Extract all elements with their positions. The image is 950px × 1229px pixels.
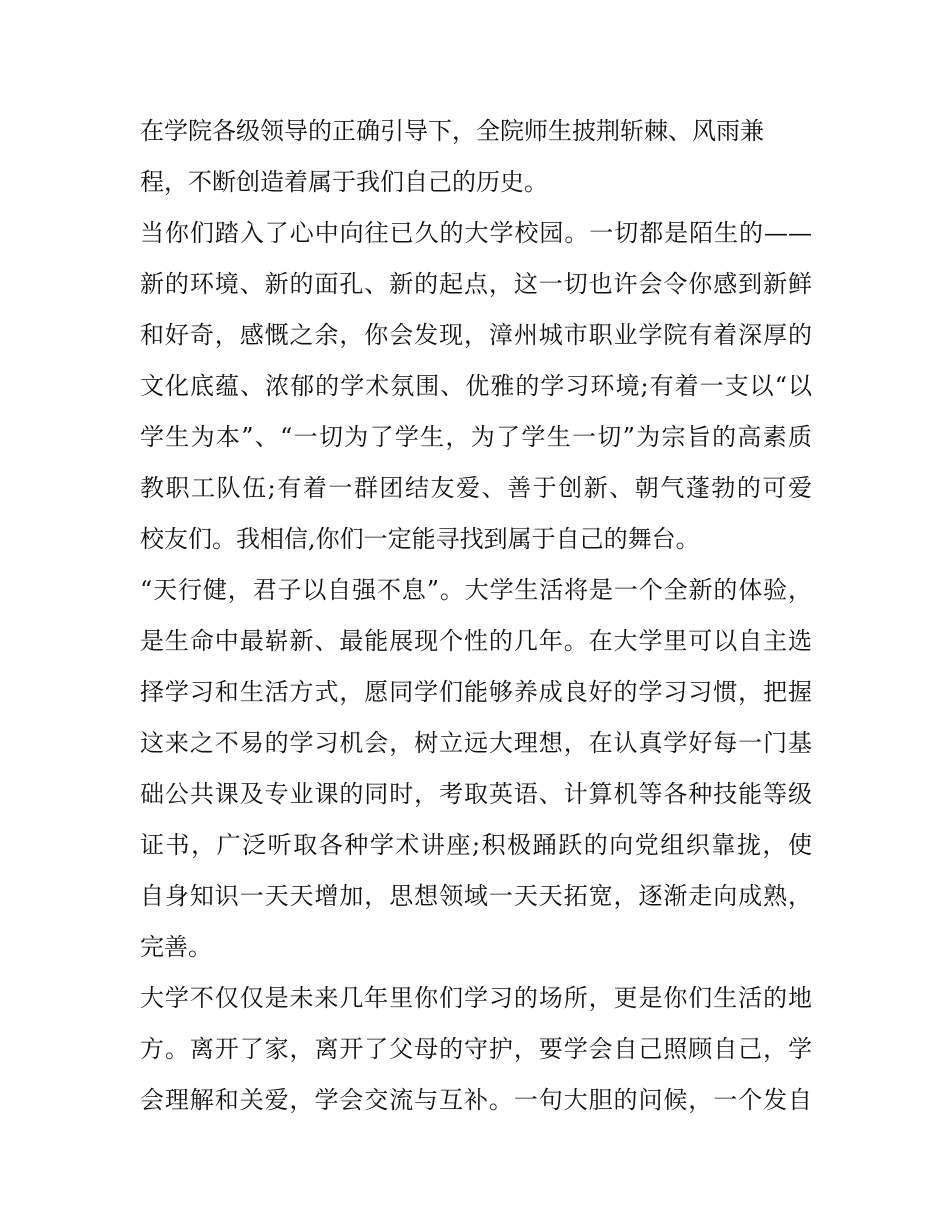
text-line: 证书，广泛听取各种学术讲座;积极踊跃的向党组织靠拢，使 — [140, 831, 812, 859]
text-line: 学生为本”、“一切为了学生，为了学生一切”为宗旨的高素质 — [140, 423, 812, 451]
text-line: 完善。 — [140, 933, 212, 961]
text-line: 大学不仅仅是未来几年里你们学习的场所，更是你们生活的地 — [140, 984, 812, 1012]
text-line: 会理解和关爱，学会交流与互补。一句大胆的问候，一个发自 — [140, 1086, 812, 1114]
text-line: 校友们。我相信,你们一定能寻找到属于自己的舞台。 — [140, 525, 700, 553]
document-body — [140, 106, 812, 1126]
text-line: 程，不断创造着属于我们自己的历史。 — [140, 168, 548, 196]
text-line: 当你们踏入了心中向往已久的大学校园。一切都是陌生的—— — [140, 219, 812, 247]
text-line: 择学习和生活方式，愿同学们能够养成良好的学习习惯，把握 — [140, 678, 812, 706]
text-line: 教职工队伍;有着一群团结友爱、善于创新、朝气蓬勃的可爱 — [140, 474, 812, 502]
text-line: 这来之不易的学习机会，树立远大理想，在认真学好每一门基 — [140, 729, 812, 757]
text-line: 新的环境、新的面孔、新的起点，这一切也许会令你感到新鲜 — [140, 270, 812, 298]
text-line: 础公共课及专业课的同时，考取英语、计算机等各种技能等级 — [140, 780, 812, 808]
text-line: 和好奇，感慨之余，你会发现，漳州城市职业学院有着深厚的 — [140, 321, 812, 349]
text-line: 是生命中最崭新、最能展现个性的几年。在大学里可以自主选 — [140, 627, 812, 655]
text-line: 在学院各级领导的正确引导下，全院师生披荆斩棘、风雨兼 — [140, 117, 764, 145]
text-line: 自身知识一天天增加，思想领域一天天拓宽，逐渐走向成熟， — [140, 882, 812, 910]
text-line: 方。离开了家，离开了父母的守护，要学会自己照顾自己，学 — [140, 1035, 812, 1063]
text-line: “天行健，君子以自强不息”。大学生活将是一个全新的体验， — [140, 576, 812, 604]
text-line: 文化底蕴、浓郁的学术氛围、优雅的学习环境;有着一支以“以 — [140, 372, 812, 400]
